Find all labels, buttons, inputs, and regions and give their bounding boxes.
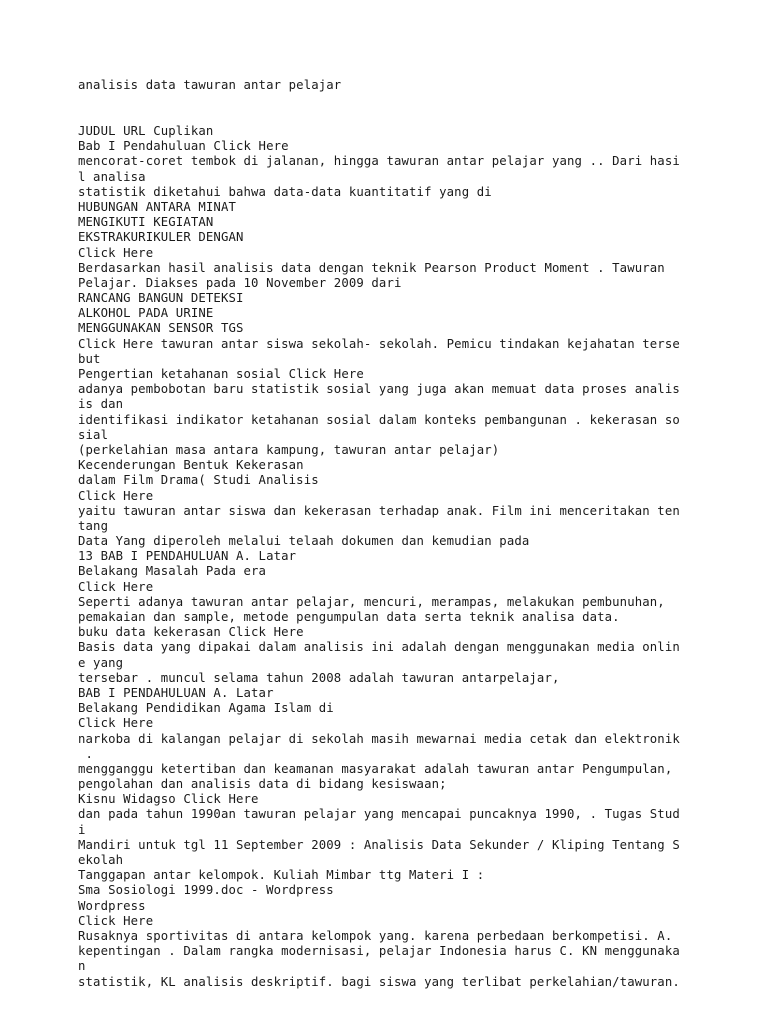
document-title: analisis data tawuran antar pelajar	[78, 78, 342, 92]
text-line: RANCANG BANGUN DETEKSI	[78, 291, 244, 306]
text-line: (perkelahian masa antara kampung, tawuran antar pelajar)	[78, 442, 500, 457]
text-line: identifikasi indikator ketahanan sosial dalam konteks pembangunan . kekerasan so	[78, 412, 680, 427]
text-line: Belakang Pendidikan Agama Islam di	[78, 701, 334, 716]
text-line: Click Here	[78, 913, 154, 928]
text-line: Sma Sosiologi 1999.doc - Wordpress	[78, 883, 334, 898]
text-line: statistik, KL analisis deskriptif. bagi siswa yang terlibat perkelahian/tawuran.	[78, 974, 680, 989]
text-line: Berdasarkan hasil analisis data dengan teknik Pearson Product Moment . Tawuran	[78, 260, 665, 275]
text-line: Click Here	[78, 488, 154, 503]
text-line: buku data kekerasan Click Here	[78, 625, 304, 640]
document-text	[78, 124, 680, 990]
text-line: Click Here	[78, 716, 154, 731]
text-line: Click Here	[78, 579, 154, 594]
text-line: i	[78, 822, 86, 837]
text-line: Click Here tawuran antar siswa sekolah- sekolah. Pemicu tindakan kejahatan terse	[78, 336, 680, 351]
text-line: e yang	[78, 655, 124, 670]
text-line: Rusaknya sportivitas di antara kelompok yang. karena perbedaan berkompetisi. A.	[78, 928, 673, 943]
text-line: l analisa	[78, 169, 146, 184]
text-line: n	[78, 959, 86, 974]
text-line: Wordpress	[78, 898, 146, 913]
text-line: Belakang Masalah Pada era	[78, 564, 267, 579]
text-line: Mandiri untuk tgl 11 September 2009 : Analisis Data Sekunder / Kliping Tentang S	[78, 837, 680, 852]
text-line: Seperti adanya tawuran antar pelajar, mencuri, merampas, melakukan pembunuhan,	[78, 594, 665, 609]
text-line: Bab I Pendahuluan Click Here	[78, 139, 289, 154]
text-line: MENGIKUTI KEGIATAN	[78, 215, 214, 230]
text-line: Data Yang diperoleh melalui telaah dokumen dan kemudian pada	[78, 534, 530, 549]
text-line: Basis data yang dipakai dalam analisis ini adalah dengan menggunakan media onlin	[78, 640, 680, 655]
text-line: kepentingan . Dalam rangka modernisasi, pelajar Indonesia harus C. KN menggunaka	[78, 944, 680, 959]
text-line: ALKOHOL PADA URINE	[78, 306, 214, 321]
text-line: EKSTRAKURIKULER DENGAN	[78, 230, 244, 245]
text-line: statistik diketahui bahwa data-data kuantitatif yang di	[78, 184, 492, 199]
text-line: MENGGUNAKAN SENSOR TGS	[78, 321, 244, 336]
text-line: is dan	[78, 397, 124, 412]
text-line: dalam Film Drama( Studi Analisis	[78, 473, 319, 488]
text-line: ekolah	[78, 853, 124, 867]
text-line: Kecenderungan Bentuk Kekerasan	[78, 458, 304, 473]
text-line: Pengertian ketahanan sosial Click Here	[78, 367, 364, 381]
text-line: yaitu tawuran antar siswa dan kekerasan terhadap anak. Film ini menceritakan ten	[78, 503, 680, 518]
text-line: mengganggu ketertiban dan keamanan masyarakat adalah tawuran antar Pengumpulan,	[78, 761, 673, 776]
text-line: dan pada tahun 1990an tawuran pelajar yang mencapai puncaknya 1990, . Tugas Stud	[78, 807, 680, 822]
text-line: tersebar . muncul selama tahun 2008 adalah tawuran antarpelajar,	[78, 670, 560, 685]
text-line: HUBUNGAN ANTARA MINAT	[78, 199, 236, 214]
text-line: pengolahan dan analisis data di bidang kesiswaan;	[78, 777, 447, 792]
text-line: Tanggapan antar kelompok. Kuliah Mimbar ttg Materi I :	[78, 868, 485, 883]
text-line: narkoba di kalangan pelajar di sekolah masih mewarnai media cetak dan elektronik	[78, 731, 680, 746]
text-line: sial	[78, 427, 109, 442]
text-line: tang	[78, 518, 109, 533]
text-line: Kisnu Widagso Click Here	[78, 792, 259, 807]
text-line: BAB I PENDAHULUAN A. Latar	[78, 685, 274, 700]
text-line: JUDUL URL Cuplikan	[78, 124, 214, 138]
text-line: Click Here	[78, 245, 154, 260]
text-line: 13 BAB I PENDAHULUAN A. Latar	[78, 549, 297, 564]
text-line: Pelajar. Diakses pada 10 November 2009 dari	[78, 275, 402, 290]
text-line: .	[78, 746, 94, 761]
text-line: pemakaian dan sample, metode pengumpulan data serta teknik analisa data.	[78, 610, 620, 624]
text-line: mencorat-coret tembok di jalanan, hingga tawuran antar pelajar yang .. Dari hasi	[78, 154, 680, 169]
text-line: but	[78, 351, 101, 366]
text-line: adanya pembobotan baru statistik sosial yang juga akan memuat data proses analis	[78, 382, 680, 397]
